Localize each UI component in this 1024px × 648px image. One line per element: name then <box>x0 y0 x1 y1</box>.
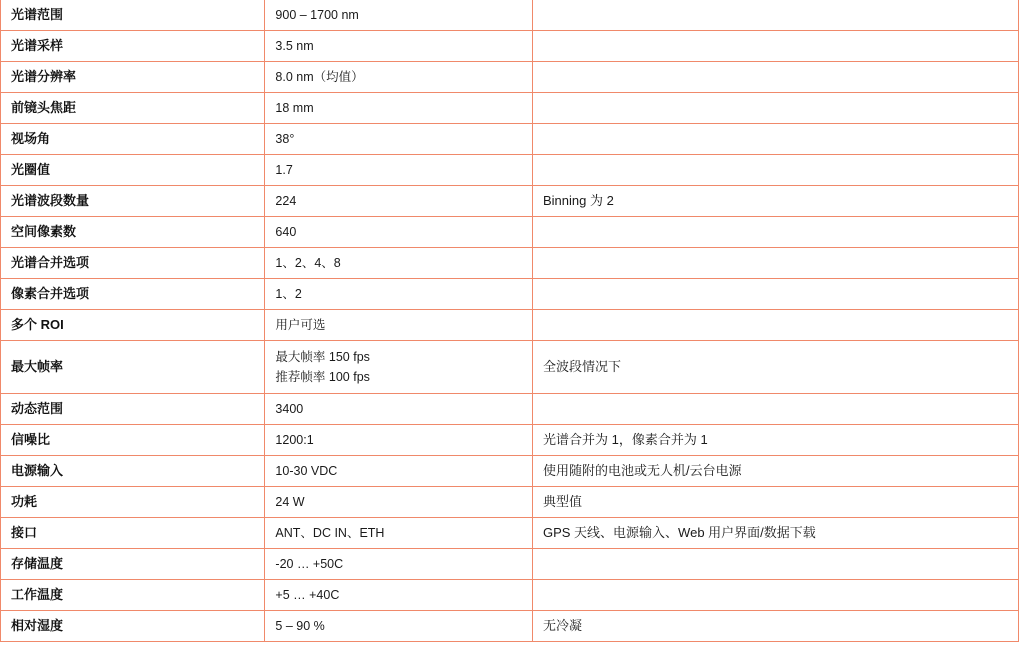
table-row <box>1 394 1019 425</box>
spec-value-line: 1、2、4、8 <box>275 256 341 270</box>
table-row <box>1 0 1019 31</box>
spec-value-cell <box>265 549 533 580</box>
spec-note-cell <box>532 394 1018 425</box>
spec-value-line: 用户可选 <box>275 318 326 332</box>
spec-value-line: 5 – 90 % <box>275 619 325 633</box>
spec-note-cell <box>532 0 1018 31</box>
spec-value-line: 24 W <box>275 495 305 509</box>
spec-name-cell: 视场角 <box>1 124 265 155</box>
spec-value-line: 640 <box>275 225 297 239</box>
spec-name-cell: 像素合并选项 <box>1 279 265 310</box>
spec-value-cell <box>265 487 533 518</box>
table-row <box>1 310 1019 341</box>
spec-value-line: 224 <box>275 194 297 208</box>
spec-note-cell <box>532 310 1018 341</box>
table-row <box>1 217 1019 248</box>
spec-note-cell <box>532 580 1018 611</box>
spec-name-cell: 多个 ROI <box>1 310 265 341</box>
spec-value-cell <box>265 248 533 279</box>
spec-value-cell <box>265 155 533 186</box>
spec-name-cell: 光谱合并选项 <box>1 248 265 279</box>
spec-name-cell: 存储温度 <box>1 549 265 580</box>
spec-name-cell: 相对湿度 <box>1 611 265 642</box>
table-row <box>1 456 1019 487</box>
spec-name-cell: 接口 <box>1 518 265 549</box>
spec-note-cell <box>532 62 1018 93</box>
table-row <box>1 62 1019 93</box>
table-row <box>1 425 1019 456</box>
spec-note-cell <box>532 155 1018 186</box>
spec-name-cell: 光谱分辨率 <box>1 62 265 93</box>
spec-name-cell: 光谱范围 <box>1 0 265 31</box>
spec-value-cell <box>265 425 533 456</box>
spec-value-cell <box>265 279 533 310</box>
spec-value-cell <box>265 341 533 394</box>
spec-value-cell <box>265 93 533 124</box>
spec-value-cell <box>265 394 533 425</box>
spec-name-cell: 动态范围 <box>1 394 265 425</box>
table-row <box>1 124 1019 155</box>
table-row <box>1 341 1019 394</box>
table-row <box>1 487 1019 518</box>
spec-name-cell: 功耗 <box>1 487 265 518</box>
spec-value-cell <box>265 62 533 93</box>
spec-value-line: 最大帧率 150 fps <box>275 350 370 364</box>
spec-name-cell: 光谱波段数量 <box>1 186 265 217</box>
spec-value-line: 38° <box>275 132 295 146</box>
table-row <box>1 248 1019 279</box>
spec-value-line: 18 mm <box>275 101 314 115</box>
spec-value-line: 1.7 <box>275 163 293 177</box>
spec-note-cell <box>532 549 1018 580</box>
spec-note-cell: 全波段情况下 <box>532 341 1018 394</box>
spec-value-line: 推荐帧率 100 fps <box>275 370 370 384</box>
spec-value-cell <box>265 186 533 217</box>
spec-name-cell: 光谱采样 <box>1 31 265 62</box>
spec-name-cell: 空间像素数 <box>1 217 265 248</box>
spec-note-cell: GPS 天线、电源输入、Web 用户界面/数据下载 <box>532 518 1018 549</box>
spec-value-cell <box>265 580 533 611</box>
spec-value-cell <box>265 310 533 341</box>
spec-value-cell <box>265 518 533 549</box>
spec-note-cell <box>532 31 1018 62</box>
spec-note-cell <box>532 93 1018 124</box>
table-row <box>1 31 1019 62</box>
spec-value-line: 3.5 nm <box>275 39 314 53</box>
table-row <box>1 611 1019 642</box>
spec-note-cell: 使用随附的电池或无人机/云台电源 <box>532 456 1018 487</box>
spec-note-cell <box>532 217 1018 248</box>
spec-note-cell <box>532 124 1018 155</box>
spec-name-cell: 前镜头焦距 <box>1 93 265 124</box>
table-row <box>1 93 1019 124</box>
spec-value-line: -20 … +50C <box>275 557 344 571</box>
spec-note-cell <box>532 279 1018 310</box>
spec-note-cell: 无冷凝 <box>532 611 1018 642</box>
spec-value-cell <box>265 217 533 248</box>
table-row <box>1 549 1019 580</box>
spec-value-line: ANT、DC IN、ETH <box>275 526 385 540</box>
spec-table-body <box>1 0 1019 642</box>
spec-value-line: 900 – 1700 nm <box>275 8 359 22</box>
table-row <box>1 580 1019 611</box>
spec-name-cell: 电源输入 <box>1 456 265 487</box>
spec-note-cell: Binning 为 2 <box>532 186 1018 217</box>
table-row <box>1 186 1019 217</box>
spec-value-line: 10-30 VDC <box>275 464 338 478</box>
spec-value-line: 8.0 nm（均值） <box>275 70 364 84</box>
spec-value-line: 1、2 <box>275 287 302 301</box>
spec-note-cell: 典型值 <box>532 487 1018 518</box>
spec-name-cell: 信噪比 <box>1 425 265 456</box>
spec-note-cell <box>532 248 1018 279</box>
spec-value-cell <box>265 31 533 62</box>
spec-name-cell: 光圈值 <box>1 155 265 186</box>
spec-value-cell <box>265 456 533 487</box>
table-row <box>1 518 1019 549</box>
spec-value-cell <box>265 0 533 31</box>
spec-value-line: 3400 <box>275 402 304 416</box>
table-row <box>1 279 1019 310</box>
table-row <box>1 155 1019 186</box>
spec-name-cell: 最大帧率 <box>1 341 265 394</box>
spec-value-cell <box>265 611 533 642</box>
spec-name-cell: 工作温度 <box>1 580 265 611</box>
spec-value-cell <box>265 124 533 155</box>
spec-value-line: +5 … +40C <box>275 588 340 602</box>
spec-value-line: 1200:1 <box>275 433 314 447</box>
spec-note-cell: 光谱合并为 1，像素合并为 1 <box>532 425 1018 456</box>
